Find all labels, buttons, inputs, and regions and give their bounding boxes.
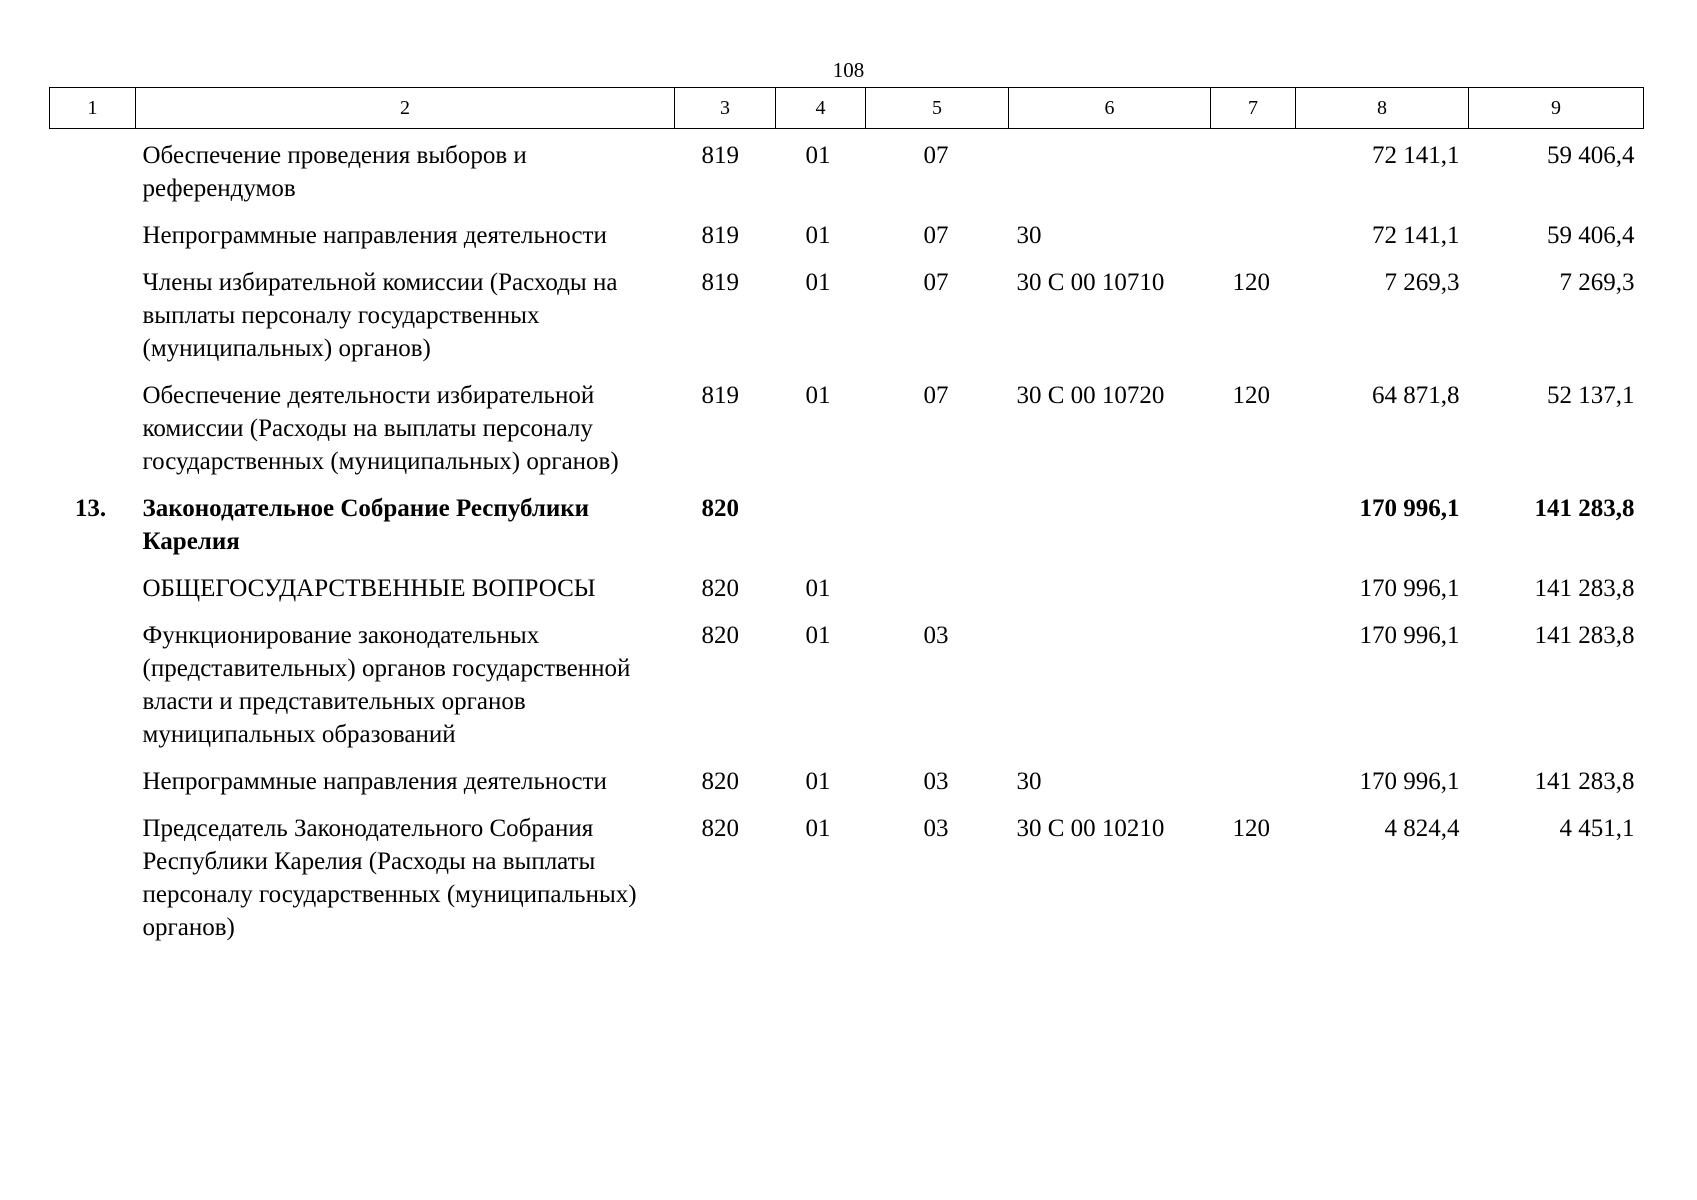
target-article-code <box>1009 613 1211 759</box>
amount-year-1: 170 996,1 <box>1359 768 1460 795</box>
section-code <box>776 486 866 566</box>
expense-type-code: 120 <box>1232 382 1270 409</box>
section-code: 01 <box>805 142 831 169</box>
table-body <box>50 129 1644 953</box>
subsection-code: 03 <box>923 768 949 795</box>
subsection-code: 07 <box>923 382 949 409</box>
amount-year-2: 4 451,1 <box>1559 815 1635 842</box>
table-header <box>50 88 1644 129</box>
amount-year-2: 59 406,4 <box>1547 142 1635 169</box>
column-header-4: 4 <box>776 88 866 129</box>
column-header-9: 9 <box>1469 88 1644 129</box>
item-name: Обеспечение проведения выборов и референдумов <box>142 142 527 202</box>
admin-code: 820 <box>701 495 739 522</box>
item-name: Законодательное Собрание Республики Карелия <box>142 495 590 555</box>
amount-year-2: 141 283,8 <box>1534 495 1635 522</box>
amount-year-1: 170 996,1 <box>1359 575 1460 602</box>
amount-year-2: 141 283,8 <box>1534 575 1635 602</box>
section-code: 01 <box>805 222 831 249</box>
subsection-code: 07 <box>923 142 949 169</box>
subsection-code <box>866 566 1009 613</box>
amount-year-1: 4 824,4 <box>1384 815 1460 842</box>
row-number <box>50 613 136 759</box>
subsection-code <box>866 486 1009 566</box>
table-row <box>50 759 1644 806</box>
expense-type-code <box>1211 566 1296 613</box>
amount-year-1: 7 269,3 <box>1384 269 1460 296</box>
table-row <box>50 486 1644 566</box>
table-row <box>50 373 1644 486</box>
amount-year-1: 72 141,1 <box>1372 222 1460 249</box>
expense-type-code <box>1211 129 1296 214</box>
expense-type-code: 120 <box>1232 815 1270 842</box>
row-number <box>50 566 136 613</box>
amount-year-2: 59 406,4 <box>1547 222 1635 249</box>
admin-code: 819 <box>701 269 739 296</box>
column-header-8: 8 <box>1296 88 1469 129</box>
target-article-code: 30 <box>1016 222 1042 249</box>
table-row <box>50 129 1644 214</box>
row-number <box>50 806 136 952</box>
column-header-3: 3 <box>675 88 776 129</box>
page-number: 108 <box>832 58 865 82</box>
row-number: 13. <box>74 495 107 522</box>
header-row <box>50 88 1644 129</box>
expense-type-code <box>1211 486 1296 566</box>
table-row <box>50 213 1644 260</box>
item-name: Председатель Законодательного Собрания Республики Карелия (Расходы на выплаты персоналу государственных (муниципальных) органов) <box>142 815 637 941</box>
row-number <box>50 129 136 214</box>
amount-year-2: 141 283,8 <box>1534 768 1635 795</box>
expense-type-code <box>1211 759 1296 806</box>
row-number <box>50 213 136 260</box>
column-header-2: 2 <box>136 88 675 129</box>
amount-year-2: 52 137,1 <box>1547 382 1635 409</box>
admin-code: 819 <box>701 142 739 169</box>
expense-type-code <box>1211 613 1296 759</box>
amount-year-2: 141 283,8 <box>1534 622 1635 649</box>
target-article-code <box>1009 129 1211 214</box>
column-header-6: 6 <box>1009 88 1211 129</box>
subsection-code: 07 <box>923 222 949 249</box>
section-code: 01 <box>805 382 831 409</box>
row-number <box>50 260 136 373</box>
column-header-5: 5 <box>866 88 1009 129</box>
admin-code: 819 <box>701 382 739 409</box>
item-name: Непрограммные направления деятельности <box>142 768 607 795</box>
amount-year-1: 170 996,1 <box>1359 495 1460 522</box>
target-article-code: 30 С 00 10210 <box>1016 815 1165 842</box>
amount-year-1: 72 141,1 <box>1372 142 1460 169</box>
section-code: 01 <box>805 622 831 649</box>
expense-type-code <box>1211 213 1296 260</box>
table-row <box>50 566 1644 613</box>
target-article-code <box>1009 566 1211 613</box>
target-article-code <box>1009 486 1211 566</box>
section-code: 01 <box>805 815 831 842</box>
budget-table <box>49 87 1644 952</box>
section-code: 01 <box>805 575 831 602</box>
target-article-code: 30 С 00 10710 <box>1016 269 1165 296</box>
subsection-code: 03 <box>923 622 949 649</box>
admin-code: 820 <box>701 622 739 649</box>
table-row <box>50 613 1644 759</box>
section-code: 01 <box>805 768 831 795</box>
item-name: ОБЩЕГОСУДАРСТВЕННЫЕ ВОПРОСЫ <box>142 575 596 602</box>
admin-code: 819 <box>701 222 739 249</box>
admin-code: 820 <box>701 768 739 795</box>
item-name: Обеспечение деятельности избирательной комиссии (Расходы на выплаты персоналу государственных (муниципальных) органов) <box>142 382 619 475</box>
target-article-code: 30 С 00 10720 <box>1016 382 1165 409</box>
section-code: 01 <box>805 269 831 296</box>
expense-type-code: 120 <box>1232 269 1270 296</box>
column-header-7: 7 <box>1211 88 1296 129</box>
row-number <box>50 373 136 486</box>
admin-code: 820 <box>701 815 739 842</box>
subsection-code: 03 <box>923 815 949 842</box>
admin-code: 820 <box>701 575 739 602</box>
row-number <box>50 759 136 806</box>
amount-year-2: 7 269,3 <box>1559 269 1635 296</box>
table-row <box>50 806 1644 952</box>
column-header-1: 1 <box>50 88 136 129</box>
item-name: Члены избирательной комиссии (Расходы на выплаты персоналу государственных (муниципальных) органов) <box>142 269 618 362</box>
amount-year-1: 64 871,8 <box>1372 382 1460 409</box>
subsection-code: 07 <box>923 269 949 296</box>
item-name: Непрограммные направления деятельности <box>142 222 607 249</box>
amount-year-1: 170 996,1 <box>1359 622 1460 649</box>
item-name: Функционирование законодательных (представительных) органов государственной власти и представительных органов муниципальных образований <box>142 622 631 748</box>
table-row <box>50 260 1644 373</box>
target-article-code: 30 <box>1016 768 1042 795</box>
